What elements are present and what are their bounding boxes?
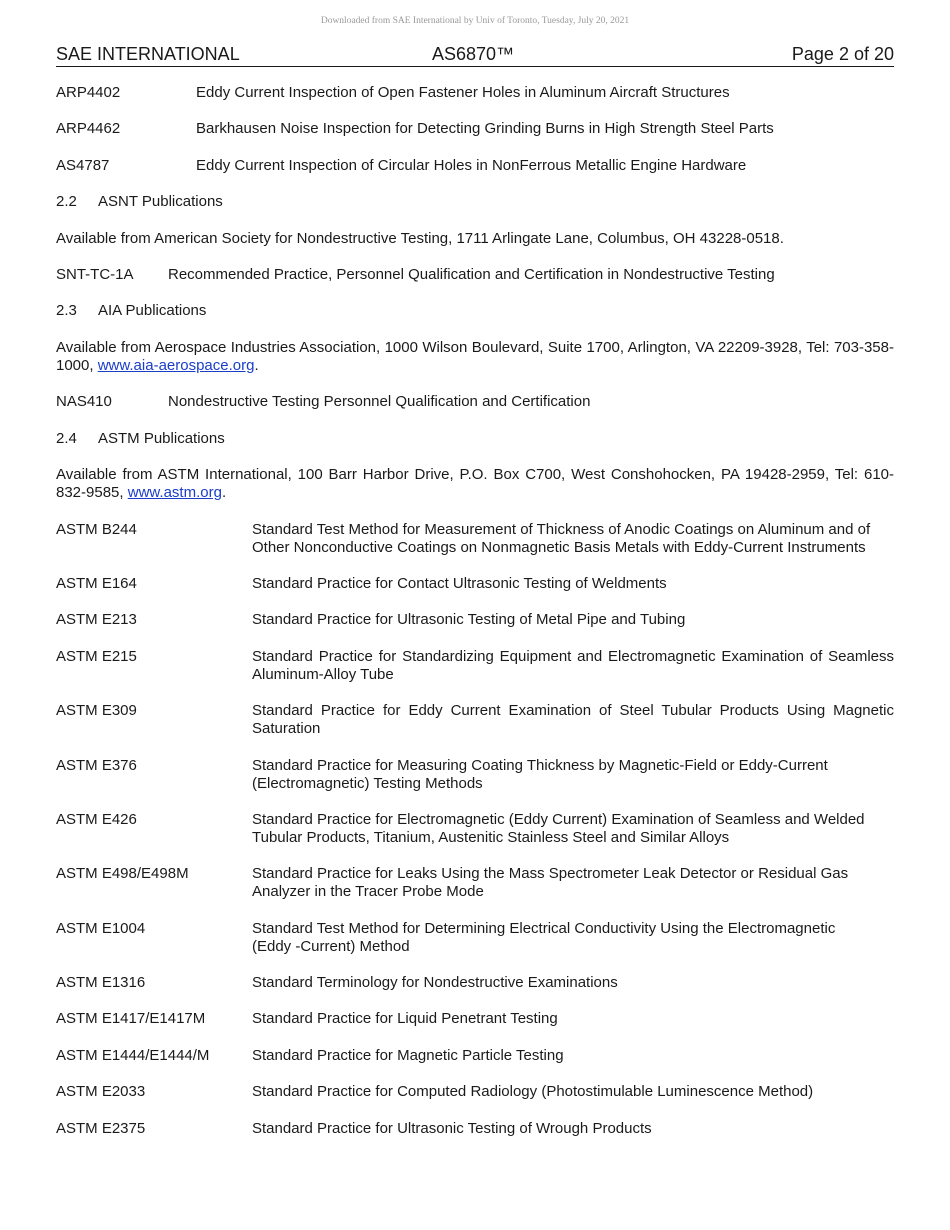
reference-code: ASTM E2033: [56, 1083, 146, 1100]
period: .: [254, 357, 259, 374]
reference-code: ASTM E215: [56, 648, 137, 665]
reference-code: ASTM E1444/E1444/M: [56, 1047, 210, 1064]
reference-title: Standard Practice for Leaks Using the Mass Spectrometer Leak Detector or Residual Gas Analyzer in the Tracer Probe Mode: [252, 865, 849, 900]
reference-title: Nondestructive Testing Personnel Qualification and Certification: [168, 393, 591, 410]
header-document-number: AS6870™: [432, 44, 515, 64]
astm-availability-text: Available from ASTM International, 100 Barr Harbor Drive, P.O. Box C700, West Conshohocken, PA 19428-2959, Tel: 610-832-9585,: [56, 466, 894, 501]
header-organization: SAE INTERNATIONAL: [56, 44, 240, 64]
reference-title: Recommended Practice, Personnel Qualification and Certification in Nondestructive Testing: [168, 266, 775, 283]
reference-title: Standard Practice for Measuring Coating Thickness by Magnetic-Field or Eddy-Current (Electromagnetic) Testing Methods: [252, 757, 828, 792]
reference-title: Standard Practice for Contact Ultrasonic Testing of Weldments: [252, 575, 667, 592]
section-title: ASTM Publications: [98, 430, 225, 447]
reference-code: ASTM B244: [56, 521, 137, 538]
reference-title: Standard Practice for Eddy Current Examination of Steel Tubular Products Using Magnetic Saturation: [252, 702, 894, 737]
astm-website-link[interactable]: www.astm.org: [127, 484, 222, 501]
reference-code: ASTM E498/E498M: [56, 865, 189, 882]
reference-title: Standard Practice for Liquid Penetrant Testing: [252, 1010, 558, 1027]
reference-code: ARP4402: [56, 84, 121, 101]
reference-title: Standard Practice for Computed Radiology (Photostimulable Luminescence Method): [252, 1083, 814, 1100]
section-title: ASNT Publications: [98, 193, 223, 210]
section-number: 2.2: [56, 193, 77, 210]
reference-title: Barkhausen Noise Inspection for Detecting Grinding Burns in High Strength Steel Parts: [196, 120, 774, 137]
reference-code: SNT-TC-1A: [56, 266, 134, 283]
reference-title: Eddy Current Inspection of Open Fastener Holes in Aluminum Aircraft Structures: [196, 84, 730, 101]
download-watermark: Downloaded from SAE International by Univ of Toronto, Tuesday, July 20, 2021: [320, 16, 630, 26]
reference-title: Standard Practice for Ultrasonic Testing of Metal Pipe and Tubing: [252, 611, 686, 628]
reference-code: ASTM E1316: [56, 974, 146, 991]
reference-title: Standard Test Method for Measurement of Thickness of Anodic Coatings on Aluminum and of Other Nonconductive Coatings on Nonmagnetic Basis Metals with Eddy-Current Instruments: [252, 521, 871, 556]
reference-code: ARP4462: [56, 120, 121, 137]
reference-code: ASTM E213: [56, 611, 137, 628]
reference-title: Standard Practice for Standardizing Equipment and Electromagnetic Examination of Seamless Aluminum-Alloy Tube: [252, 648, 894, 683]
reference-code: ASTM E1417/E1417M: [56, 1010, 206, 1027]
page-header: [56, 44, 894, 67]
reference-title: Standard Practice for Ultrasonic Testing of Wrough Products: [252, 1120, 652, 1137]
reference-code: AS4787: [56, 157, 110, 174]
asnt-availability: Available from American Society for Nondestructive Testing, 1711 Arlingate Lane, Columbus, OH 43228-0518.: [56, 230, 784, 247]
reference-title: Eddy Current Inspection of Circular Holes in NonFerrous Metallic Engine Hardware: [196, 157, 747, 174]
reference-title: Standard Practice for Magnetic Particle Testing: [252, 1047, 564, 1064]
section-number: 2.4: [56, 430, 77, 447]
aia-availability-text: Available from Aerospace Industries Association, 1000 Wilson Boulevard, Suite 1700, Arlington, VA 22209-3928, Tel: 703-358-1000,: [56, 339, 894, 374]
section-number: 2.3: [56, 302, 77, 319]
reference-title: Standard Terminology for Nondestructive Examinations: [252, 974, 618, 991]
reference-code: ASTM E426: [56, 811, 137, 828]
aia-website-link[interactable]: www.aia-aerospace.org: [97, 357, 255, 374]
period: .: [221, 484, 227, 501]
reference-title: Standard Test Method for Determining Electrical Conductivity Using the Electromagnetic (Eddy -Current) Method: [252, 920, 836, 955]
header-page-number: Page 2 of 20: [791, 44, 894, 64]
reference-code: ASTM E376: [56, 757, 137, 774]
reference-code: ASTM E2375: [56, 1120, 146, 1137]
reference-code: ASTM E309: [56, 702, 137, 719]
astm-availability: [56, 466, 894, 502]
section-title: AIA Publications: [98, 302, 207, 319]
aia-availability: [56, 339, 894, 375]
reference-code: ASTM E164: [56, 575, 137, 592]
reference-code: ASTM E1004: [56, 920, 146, 937]
reference-code: NAS410: [56, 393, 112, 410]
reference-title: Standard Practice for Electromagnetic (Eddy Current) Examination of Seamless and Welded Tubular Products, Titanium, Austenitic Stainless Steel and Similar Alloys: [252, 811, 865, 846]
